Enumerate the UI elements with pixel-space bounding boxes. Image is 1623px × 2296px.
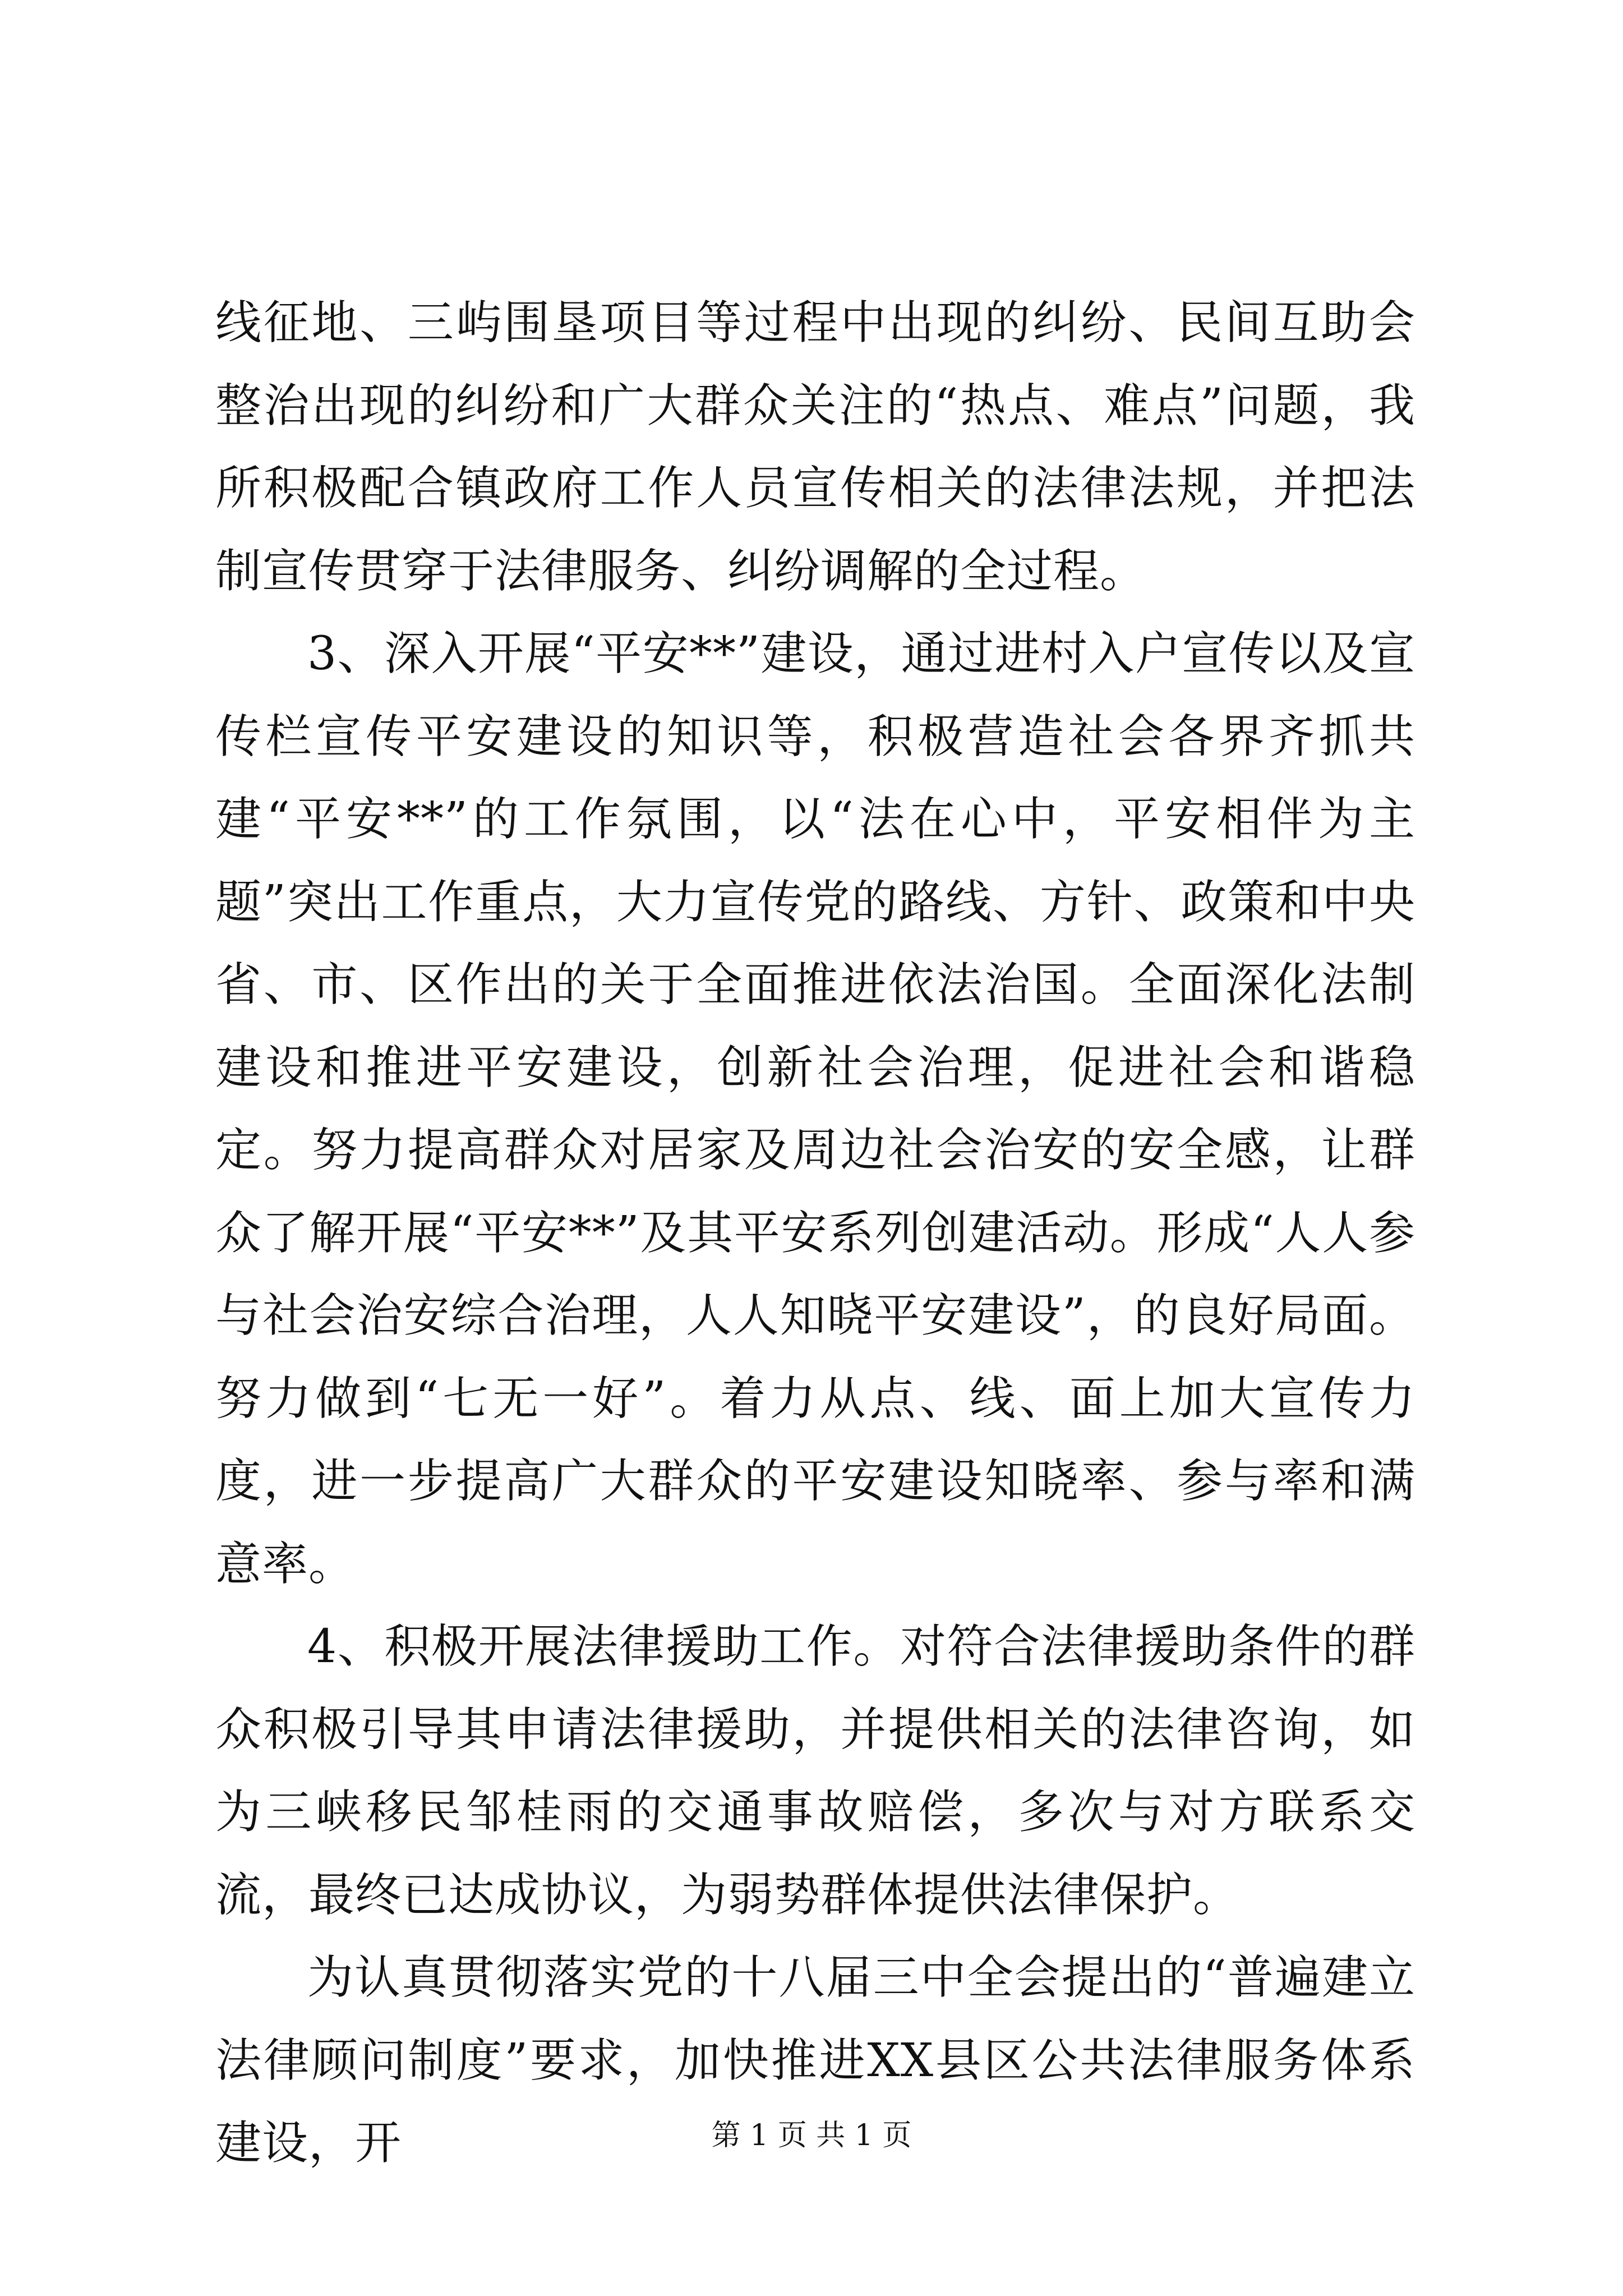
paragraph-3: 4、积极开展法律援助工作。对符合法律援助条件的群众积极引导其申请法律援助，并提供相关的法律咨询，如为三峡移民邹桂雨的交通事故赔偿，多次与对方联系交流，最终已达成协议，为弱势群体提供法律保护。 <box>215 1620 1415 1922</box>
page-number-label: 第 1 页 共 1 页 <box>711 2119 912 2152</box>
page-footer <box>0 2116 1623 2155</box>
paragraph-2: 3、深入开展“平安**”建设，通过进村入户宣传以及宣传栏宣传平安建设的知识等，积极营造社会各界齐抓共建“平安**”的工作氛围，以“法在心中，平安相伴为主题”突出工作重点，大力宣传党的路线、方针、政策和中央省、市、区作出的关于全面推进依法治国。全面深化法制建设和推进平安建设，创新社会治理，促进社会和谐稳定。努力提高群众对居家及周边社会治安的安全感，让群众了解开展“平安**”及其平安系列创建活动。形成“人人参与社会治安综合治理，人人知晓平安建设”，的良好局面。努力做到“七无一好”。着力从点、线、面上加大宣传力度，进一步提高广大群众的平安建设知晓率、参与率和满意率。 <box>215 627 1415 1591</box>
document-body <box>215 282 1415 2185</box>
paragraph-1: 线征地、三屿围垦项目等过程中出现的纠纷、民间互助会整治出现的纠纷和广大群众关注的“热点、难点”问题，我所积极配合镇政府工作人员宣传相关的法律法规，并把法制宣传贯穿于法律服务、纠纷调解的全过程。 <box>215 296 1415 598</box>
paragraph-4: 为认真贯彻落实党的十八届三中全会提出的“普遍建立法律顾问制度”要求，加快推进XX县区公共法律服务体系建设，开 <box>215 1951 1415 2170</box>
